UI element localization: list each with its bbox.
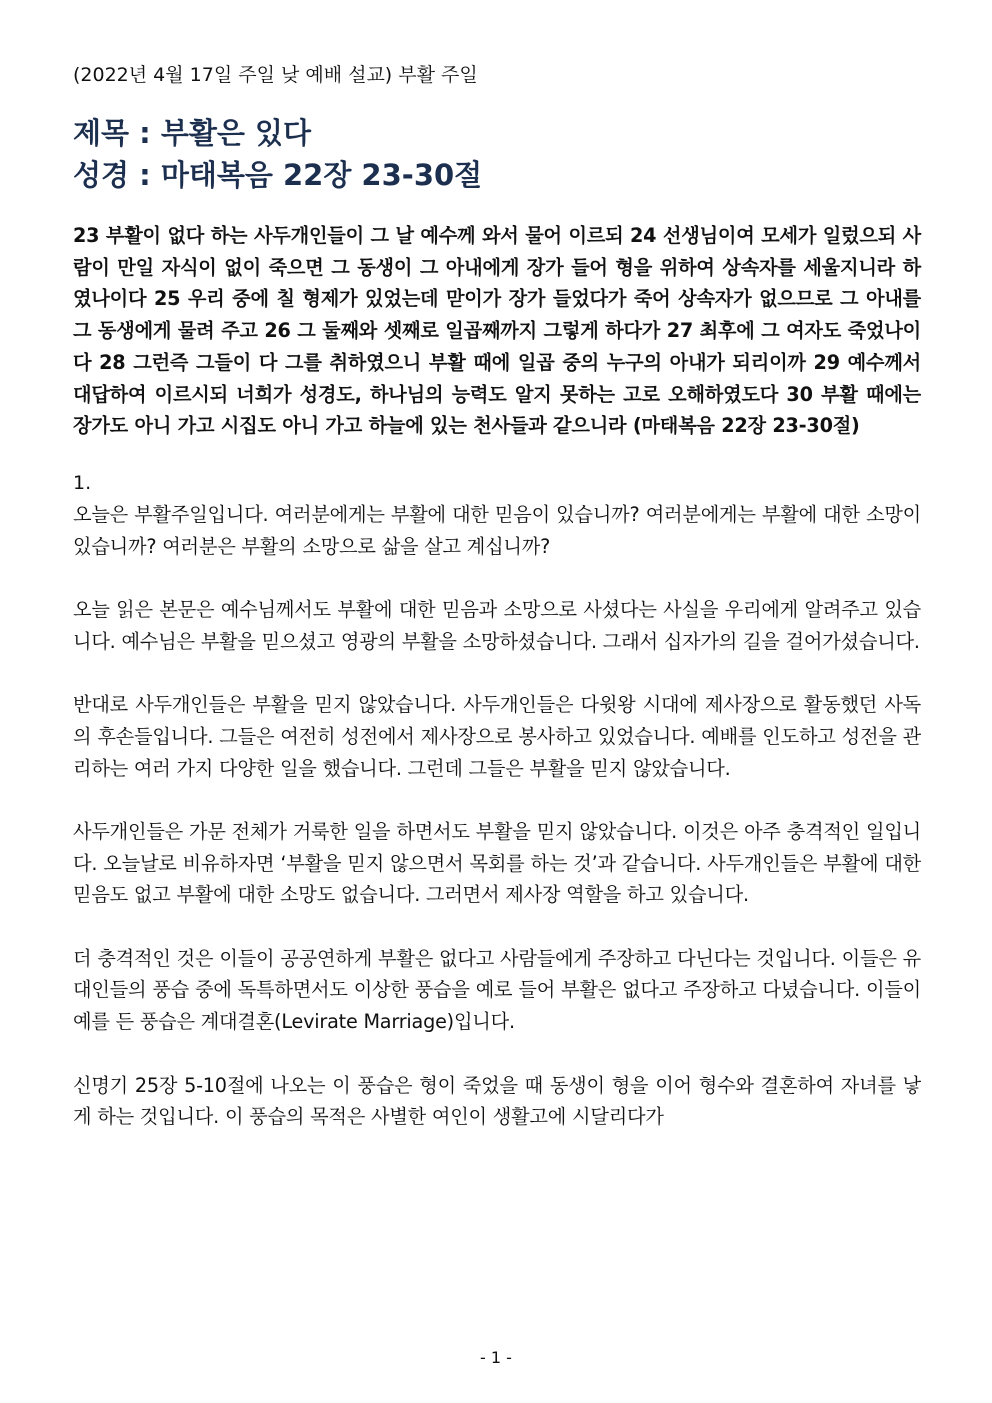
- paragraph-5: 더 충격적인 것은 이들이 공공연하게 부활은 없다고 사람들에게 주장하고 다닌다는 것입니다. 이들은 유대인들의 풍습 중에 독특하면서도 이상한 풍습을 예로 들어 부활은 없다고 주장하고 다녔습니다. 이들이 예를 든 풍습은 계대결혼(Levirate Marriage)입니다.: [73, 946, 921, 1034]
- paragraph-3: 반대로 사두개인들은 부활을 믿지 않았습니다. 사두개인들은 다윗왕 시대에 제사장으로 활동했던 사독의 후손들입니다. 그들은 여전히 성전에서 제사장으로 봉사하고 있었습니다. 예배를 인도하고 성전을 관리하는 여러 가지 다양한 일을 했습니다. 그런데 그들은 부활을 믿지 않았습니다.: [73, 693, 921, 780]
- paragraph-4: 사두개인들은 가문 전체가 거룩한 일을 하면서도 부활을 믿지 않았습니다. 이것은 아주 충격적인 일입니다. 오늘날로 비유하자면 ‘부활을 믿지 않으면서 목회를 하는 것’과 같습니다. 사두개인들은 부활에 대한 믿음도 없고 부활에 대한 소망도 없습니다. 그러면서 제사장 역할을 하고 있습니다.: [73, 819, 921, 907]
- paragraph-1: 오늘은 부활주일입니다. 여러분에게는 부활에 대한 믿음이 있습니까? 여러분에게는 부활에 대한 소망이 있습니까? 여러분은 부활의 소망으로 삶을 살고 계십니까?: [73, 502, 921, 558]
- paragraph-6: 신명기 25장 5-10절에 나오는 이 풍습은 형이 죽었을 때 동생이 형을 이어 형수와 결혼하여 자녀를 낳게 하는 것입니다. 이 풍습의 목적은 사별한 여인이 생활고에 시달리다가: [73, 1073, 921, 1129]
- sermon-title: 제목 : 부활은 있다: [73, 116, 311, 150]
- section-number: 1.: [73, 471, 92, 494]
- scripture-text: 23 부활이 없다 하는 사두개인들이 그 날 예수께 와서 물어 이르되 24 선생님이여 모세가 일렀으되 사람이 만일 자식이 없이 죽으면 그 동생이 그 아내에게 장가 들어 형을 위하여 상속자를 세울지니라 하였나이다 25 우리 중에 칠 형제가 있었는데 맏이가 장가 들었다가 죽어 상속자가 없으므로 그 아내를 그 동생에게 물려 주고 26 그 둘째와 셋째로 일곱째까지 그렇게 하다가 27 최후에 그 여자도 죽었나이다 28 그런즉 그들이 다 그를 취하였으니 부활 때에 일곱 중의 누구의 아내가 되리이까 29 예수께서 대답하여 이르시되 너희가 성경도, 하나님의 능력도 알지 못하는 고로 오해하였도다 30 부활 때에는 장가도 아니 가고 시집도 아니 가고 하늘에 있는 천사들과 같으니라 (마태복음 22장 23-30절): [73, 224, 921, 438]
- scripture-reference: 성경 : 마태복음 22장 23-30절: [73, 158, 483, 192]
- sermon-header: (2022년 4월 17일 주일 낮 예배 설교) 부활 주일: [73, 64, 478, 86]
- paragraph-2: 오늘 읽은 본문은 예수님께서도 부활에 대한 믿음과 소망으로 사셨다는 사실을 우리에게 알려주고 있습니다. 예수님은 부활을 믿으셨고 영광의 부활을 소망하셨습니다. 그래서 십자가의 길을 걸어가셨습니다.: [73, 598, 921, 653]
- page-number: - 1 -: [480, 1348, 512, 1367]
- document-page: [73, 60, 921, 1165]
